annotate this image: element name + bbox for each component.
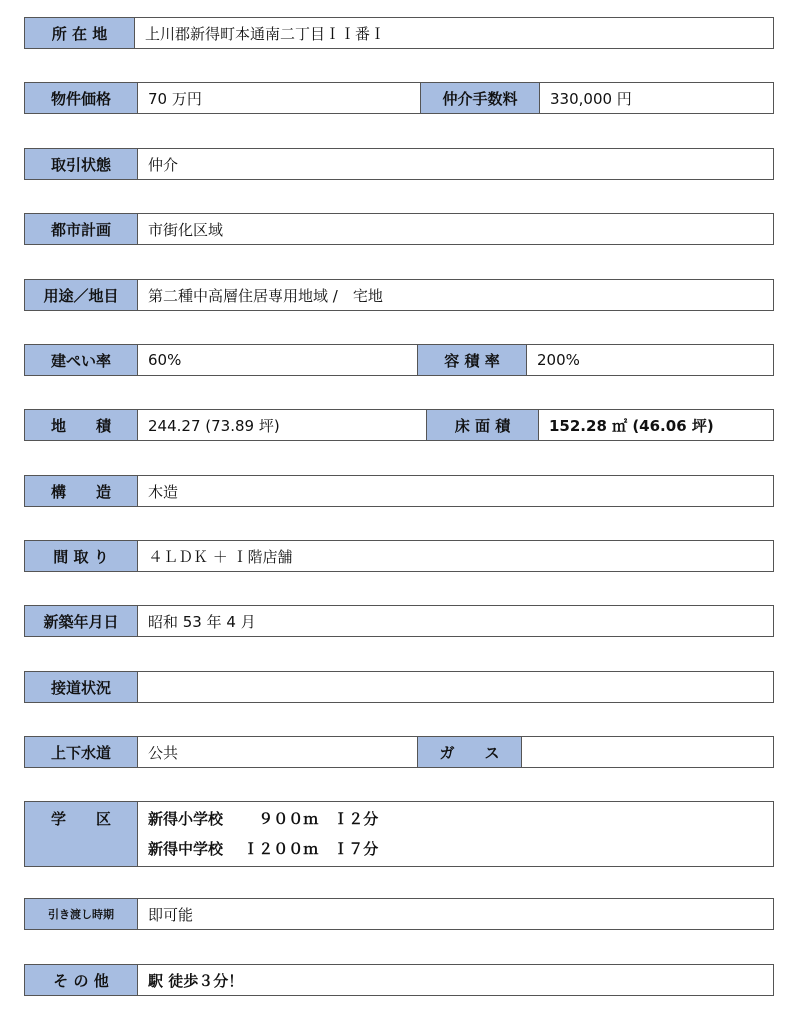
row-coverage <box>24 344 774 376</box>
school-junior-high: 新得中学校 Ｉ２００ｍ Ｉ７分 <box>148 840 379 858</box>
label-layout: 間 取 り <box>25 541 138 571</box>
label-built: 新築年月日 <box>25 606 138 636</box>
row-water <box>24 736 774 768</box>
value-layout: ４ＬＤＫ ＋ Ｉ階店舗 <box>148 547 293 566</box>
row-city-plan <box>24 213 774 245</box>
label-gas: ガ ス <box>417 737 522 767</box>
label-coverage: 建ぺい率 <box>25 345 138 375</box>
label-handover: 引き渡し時期 <box>25 899 138 929</box>
value-school <box>138 802 378 866</box>
row-location <box>24 17 774 49</box>
value-transaction: 仲介 <box>148 155 179 174</box>
label-school: 学 区 <box>25 802 138 866</box>
label-floor-area: 床 面 積 <box>426 410 539 440</box>
value-handover: 即可能 <box>148 905 194 924</box>
row-usage <box>24 279 774 311</box>
value-other: 駅 徒歩３分！ <box>148 971 244 990</box>
label-transaction: 取引状態 <box>25 149 138 179</box>
label-road: 接道状況 <box>25 672 138 702</box>
value-road <box>138 672 148 702</box>
row-school <box>24 801 774 867</box>
row-built <box>24 605 774 637</box>
value-location: 上川郡新得町本通南二丁目ＩＩ番Ｉ <box>145 24 386 43</box>
value-land-area: 244.27 (73.89 坪) <box>148 416 280 435</box>
value-water: 公共 <box>148 743 179 762</box>
row-road <box>24 671 774 703</box>
label-other: そ の 他 <box>25 965 138 995</box>
label-location: 所 在 地 <box>25 18 135 48</box>
row-structure <box>24 475 774 507</box>
label-usage: 用途／地目 <box>25 280 138 310</box>
value-usage: 第二種中高層住居専用地域 / 宅地 <box>148 286 383 305</box>
row-handover <box>24 898 774 930</box>
value-coverage: 60% <box>148 351 182 369</box>
label-price: 物件価格 <box>25 83 138 113</box>
value-structure: 木造 <box>148 482 179 501</box>
label-water: 上下水道 <box>25 737 138 767</box>
value-price: 70 万円 <box>148 89 202 108</box>
row-other <box>24 964 774 996</box>
school-elementary: 新得小学校 ９００ｍ Ｉ２分 <box>148 810 379 828</box>
value-built: 昭和 53 年 4 月 <box>148 612 256 631</box>
value-commission: 330,000 円 <box>550 89 632 108</box>
label-city-plan: 都市計画 <box>25 214 138 244</box>
row-price <box>24 82 774 114</box>
row-land-area <box>24 409 774 441</box>
value-floor-area: 152.28 ㎡ (46.06 坪) <box>549 416 714 435</box>
row-transaction <box>24 148 774 180</box>
label-commission: 仲介手数料 <box>420 83 540 113</box>
label-structure: 構 造 <box>25 476 138 506</box>
value-gas <box>522 737 532 767</box>
value-city-plan: 市街化区域 <box>148 220 224 239</box>
label-land-area: 地 積 <box>25 410 138 440</box>
row-layout <box>24 540 774 572</box>
value-floor-ratio: 200% <box>537 351 580 369</box>
label-floor-ratio: 容 積 率 <box>417 345 527 375</box>
